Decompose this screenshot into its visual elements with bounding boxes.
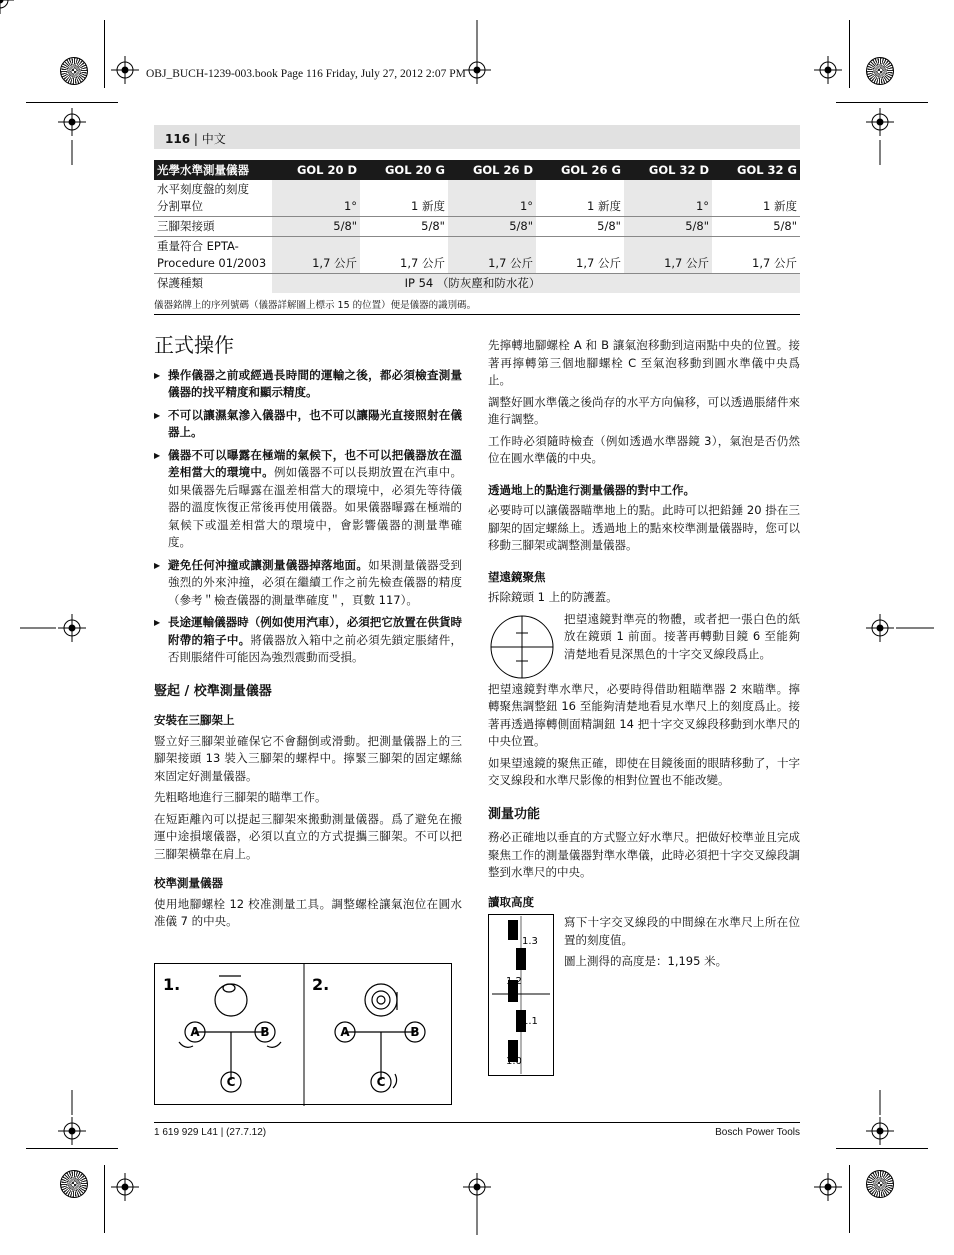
table-row-label: 重量符合 EPTA- Procedure 01/2003 [154, 237, 272, 274]
table-cell: 5/8" [536, 217, 624, 237]
table-row [154, 274, 800, 294]
footer-divider [154, 1122, 800, 1123]
table-cell: IP 54 （防灰塵和防水花） [272, 274, 800, 294]
table-cell: 1,7 公斤 [624, 237, 712, 274]
paragraph: 豎立好三腳架並確保它不會翻倒或滑動。把測量儀器上的三腳架接頭 13 裝入三腳架的螺桿中。擰緊三腳架的固定螺絲來固定好測量儀器。 [154, 733, 462, 783]
paragraph: 圖上測得的高度是：1,195 米。 [564, 954, 728, 968]
bullet-item: ▶ 儀器不可以曝露在極端的氣候下，也不可以把儀器放在溫差相當大的環境中。例如儀器不可以長期放置在汽車中。如果儀器先后曝露在溫差相當大的環境中，必須先等待儀器的溫度恢復正常後再使用儀器。如果儀器曝露在極端的氣候下或溫差相當大的環境中，會影響儀器的測量準確度。 [154, 447, 462, 552]
table-cell: 5/8" [272, 217, 360, 237]
footer-left: 1 619 929 L41 | (27.7.12) [154, 1127, 267, 1138]
staff-scale-label: 1.3 [522, 936, 538, 947]
table-header-model: GOL 26 G [536, 160, 624, 180]
figure-label-2: 2. [312, 975, 330, 994]
paragraph: 把望遠鏡對準亮的物體，或者把一張白色的紙放在鏡頭 1 前面。接著再轉動目鏡 6 至能夠清楚地看見深黑色的十字交叉線段爲止。 [564, 611, 800, 661]
leveling-figure [154, 963, 452, 1105]
footer-right: Bosch Power Tools [715, 1127, 800, 1138]
heading-read: 讀取高度 [488, 894, 534, 909]
reticle-icon [488, 613, 556, 681]
paragraph: 拆除鏡頭 1 上的防護蓋。 [488, 590, 618, 604]
figure-label-1: 1. [163, 975, 181, 994]
table-cell: 1,7 公斤 [712, 237, 800, 274]
table-cell: 1° [272, 180, 360, 217]
table-cell: 1,7 公斤 [272, 237, 360, 274]
table-header-model: GOL 32 G [712, 160, 800, 180]
staff-scale-label: 1.0 [506, 1056, 522, 1067]
table-cell: 1° [448, 180, 536, 217]
page-header: 116 | 中文 [154, 125, 800, 149]
paragraph: 如果望遠鏡的聚焦正確，即使在目鏡後面的眼睛移動了，十字交叉線段和水準尺影像的相對位置也不能改變。 [488, 755, 800, 787]
table-row-label: 水平刻度盤的刻度 分割單位 [157, 182, 249, 213]
table-header-model: GOL 20 D [272, 160, 360, 180]
svg-text:A: A [340, 1025, 350, 1039]
paragraph: 工作時必須隨時檢查（例如透過水準器鏡 3），氣泡是否仍然位在圓水準儀的中央。 [488, 433, 800, 465]
paragraph: 務必正確地以垂直的方式豎立好水準尺。把做好校準並且完成聚焦工作的測量儀器對準水準儀，此時必須把十字交叉線段調整到水準尺的中央。 [488, 830, 800, 879]
paragraph: 先粗略地進行三腳架的瞄準工作。 [154, 790, 327, 804]
header-language: 中文 [201, 132, 226, 146]
table-row [154, 180, 800, 217]
spec-table-note: 儀器銘牌上的序列號碼（儀器詳解圖上標示 15 的位置）便是儀器的識別碼。 [154, 300, 477, 311]
heading-point: 透過地上的點進行測量儀器的對中工作。 [488, 482, 695, 497]
table-cell: 1,7 公斤 [536, 237, 624, 274]
paragraph: 使用地腳螺栓 12 校准測量工具。調整螺栓讓氣泡位在圓水准儀 7 的中央。 [154, 896, 462, 928]
table-cell: 1,7 公斤 [448, 237, 536, 274]
table-header-model: GOL 32 D [624, 160, 712, 180]
svg-text:C: C [226, 1075, 236, 1089]
table-cell: 1 新度 [586, 199, 621, 213]
svg-text:C: C [376, 1075, 386, 1089]
paragraph: 調整好圓水準儀之後尚存的水平方向偏移，可以透過脹緒件來進行調整。 [488, 394, 800, 426]
table-row-label: 三腳架接頭 [154, 217, 272, 237]
svg-text:B: B [260, 1025, 270, 1039]
table-header-model: GOL 20 G [360, 160, 448, 180]
table-row-label: 保護種類 [154, 274, 272, 294]
heading-align: 校準測量儀器 [154, 876, 223, 890]
left-column [154, 333, 463, 935]
table-row [154, 217, 800, 237]
table-row [154, 237, 800, 274]
bullet-list [154, 367, 462, 667]
heading-tripod: 安裝在三腳架上 [154, 713, 235, 727]
paragraph: 必要時可以讓儀器瞄準地上的點。此時可以把鉛錘 20 掛在三腳架的固定螺絲上。透過地上的點來校準測量儀器時，您可以移動三腳架或調整測量儀器。 [488, 503, 800, 552]
leveling-staff-diagram [488, 914, 554, 1076]
table-cell: 5/8" [712, 217, 800, 237]
divider [154, 314, 800, 315]
table-header-model: GOL 26 D [448, 160, 536, 180]
table-cell: 1° [624, 180, 712, 217]
table-cell: 1,7 公斤 [360, 237, 448, 274]
page-number: 116 [165, 132, 191, 146]
bullet-item: ▶ 不可以讓濕氣滲入儀器中，也不可以讓陽光直接照射在儀器上。 [154, 407, 462, 442]
leveling-diagram [155, 964, 453, 1106]
right-column [488, 337, 800, 1076]
table-header-label: 光學水準測量儀器 [154, 160, 272, 180]
paragraph: 在短距離內可以提起三腳架來搬動測量儀器。爲了避免在搬運中途損壞儀器，必須以直立的方式提攜三腳架。不可以把三腳架橫靠在肩上。 [154, 811, 462, 861]
table-cell: 5/8" [448, 217, 536, 237]
bullet-item: ▶ 避免任何沖撞或讓測量儀器掉落地面。如果測量儀器受到強烈的外來沖撞，必須在繼續工作之前先檢查儀器的精度（參考＂檢查儀器的測量準確度＂，頁數 117）。 [154, 557, 462, 610]
svg-text:B: B [410, 1025, 420, 1039]
subsection-title: 豎起 / 校準測量儀器 [154, 683, 272, 699]
print-slug: OBJ_BUCH-1239-003.book Page 116 Friday, July 27, 2012 2:07 PM [146, 68, 466, 80]
table-cell: 5/8" [624, 217, 712, 237]
bullet-item: ▶ 長途運輸儀器時（例如使用汽車），必須把它放置在供貨時附帶的箱子中。將儀器放入箱中之前必須先鎖定脹緒件，否則脹緒件可能因為強烈震動而受損。 [154, 614, 462, 667]
section-title: 正式操作 [154, 333, 234, 357]
table-cell: 5/8" [360, 217, 448, 237]
bullet-item: ▶ 操作儀器之前或經過長時間的運輸之後，都必須檢查測量儀器的找平精度和顯示精度。 [154, 367, 462, 402]
staff-scale-label: 1.2 [506, 976, 522, 987]
subsection-title: 測量功能 [488, 806, 541, 822]
paragraph: 把望遠鏡對準水準尺，必要時得借助粗瞄準器 2 來瞄準。擰轉聚焦調整鈕 16 至能夠清楚地看見水準尺上的刻度爲止。接著再透過擰轉側面精調鈕 14 把十字交叉線段移動到水準尺的中央位置。 [488, 681, 800, 748]
paragraph: 先擰轉地腳螺栓 A 和 B 讓氣泡移動到這兩點中央的位置。接著再擰轉第三個地腳螺栓 C 至氣泡移動到圓水準儀中央爲止。 [488, 338, 800, 387]
table-cell: 1 新度 [411, 199, 445, 213]
staff-scale-label: 1.1 [522, 1016, 538, 1027]
table-cell: 1 新度 [763, 199, 797, 213]
paragraph: 寫下十字交叉線段的中間線在水準尺上所在位置的刻度值。 [564, 915, 800, 947]
svg-text:A: A [190, 1025, 200, 1039]
spec-table [154, 160, 800, 293]
heading-focus: 望遠鏡聚焦 [488, 569, 546, 584]
